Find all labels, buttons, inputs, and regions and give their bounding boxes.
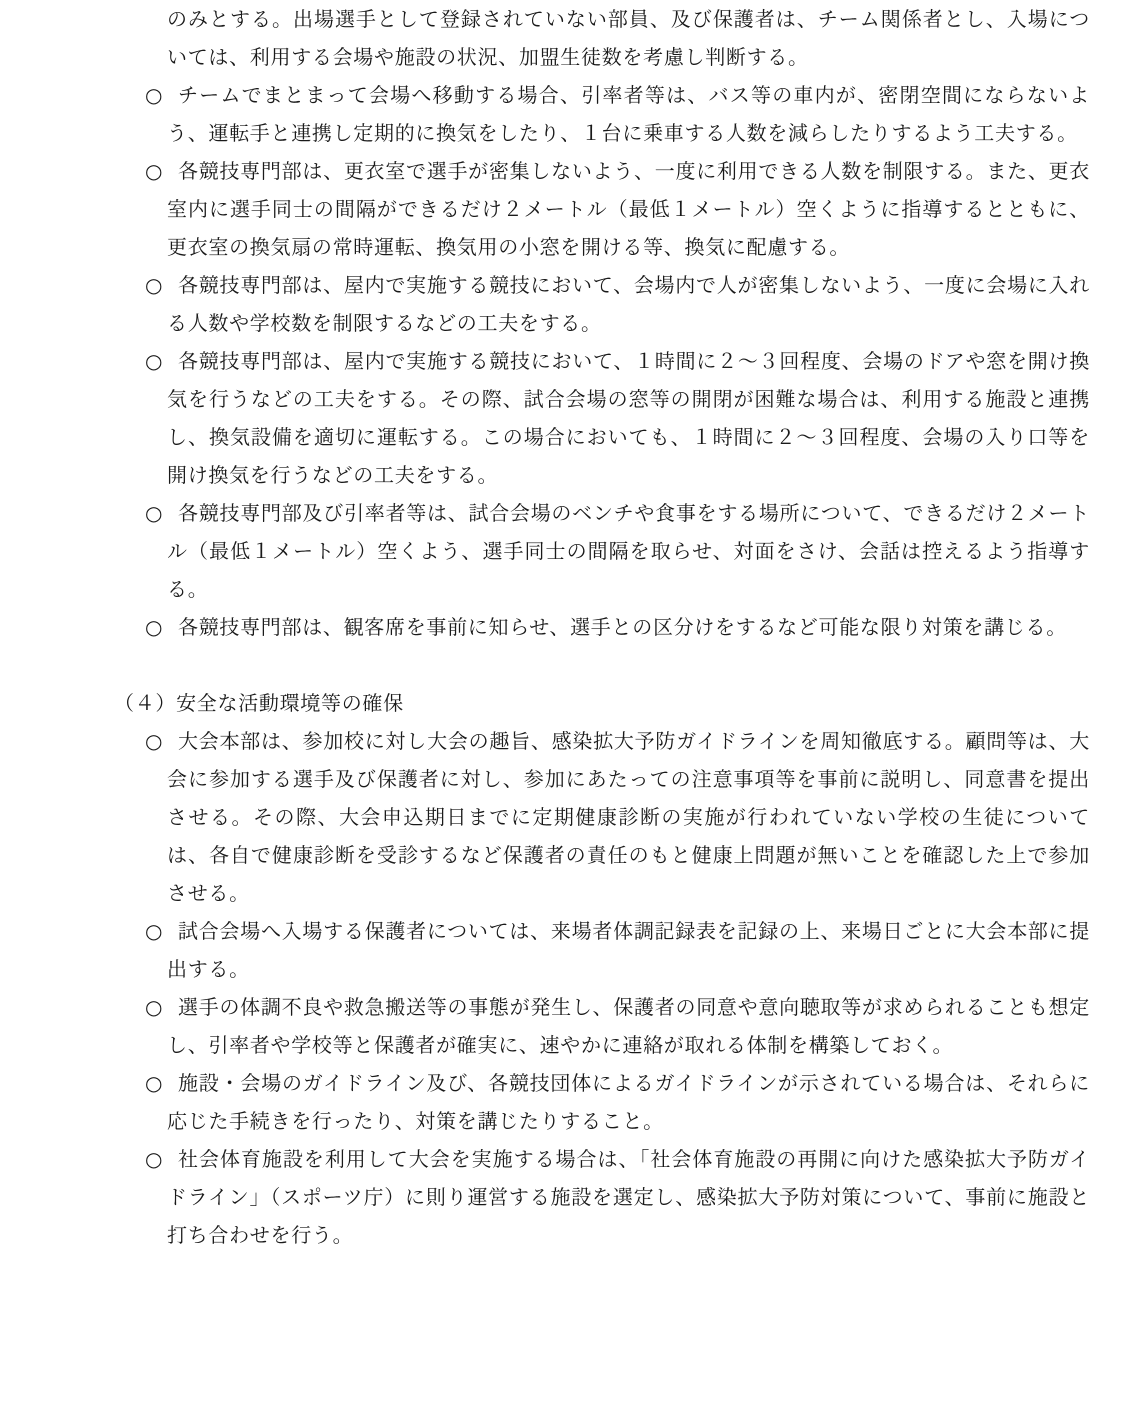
list-item <box>145 722 1090 912</box>
list-item <box>145 76 1090 152</box>
list-item <box>145 266 1090 342</box>
bullet-text: 各競技専門部は、屋内で実施する競技において、会場内で人が密集しないよう、一度に会場に入れる人数や学校数を制限するなどの工夫をする。 <box>167 273 1090 335</box>
list-item <box>145 342 1090 494</box>
bullet-text: 各競技専門部及び引率者等は、試合会場のベンチや食事をする場所について、できるだけ２メートル（最低１メートル）空くよう、選手同士の間隔を取らせ、対面をさけ、会話は控えるよう指導する。 <box>167 501 1090 601</box>
bullet-marker: ○ <box>145 919 163 943</box>
bullet-marker: ○ <box>145 159 163 183</box>
bullet-text: チームでまとまって会場へ移動する場合、引率者等は、バス等の車内が、密閉空間にならないよう、運転手と連携し定期的に換気をしたり、１台に乗車する人数を減らしたりするよう工夫する。 <box>167 83 1090 145</box>
bullet-marker: ○ <box>145 615 163 639</box>
list-item <box>145 988 1090 1064</box>
bullet-text: 選手の体調不良や救急搬送等の事態が発生し、保護者の同意や意向聴取等が求められることも想定し、引率者や学校等と保護者が確実に、速やかに連絡が取れる体制を構築しておく。 <box>167 995 1090 1057</box>
list-item <box>145 912 1090 988</box>
bullet-text: 各競技専門部は、観客席を事前に知らせ、選手との区分けをするなど可能な限り対策を講じる。 <box>178 615 1067 639</box>
bullet-marker: ○ <box>145 729 163 753</box>
bullet-marker: ○ <box>145 349 163 373</box>
bullet-text: 社会体育施設を利用して大会を実施する場合は、「社会体育施設の再開に向けた感染拡大予防ガイドライン」（スポーツ庁）に則り運営する施設を選定し、感染拡大予防対策について、事前に施設と打ち合わせを行う。 <box>167 1147 1090 1247</box>
section-heading-4: （４）安全な活動環境等の確保 <box>114 691 404 715</box>
list-item <box>145 1140 1090 1254</box>
list-item <box>145 1064 1090 1140</box>
bullet-marker: ○ <box>145 501 163 525</box>
list-item <box>145 608 1090 646</box>
bullet-text: 大会本部は、参加校に対し大会の趣旨、感染拡大予防ガイドラインを周知徹底する。顧問等は、大会に参加する選手及び保護者に対し、参加にあたっての注意事項等を事前に説明し、同意書を提出させる。その際、大会申込期日までに定期健康診断の実施が行われていない学校の生徒については、各自で健康診断を受診するなど保護者の責任のもと健康上問題が無いことを確認した上で参加させる。 <box>167 729 1090 905</box>
list-item <box>145 152 1090 266</box>
bullet-marker: ○ <box>145 1147 163 1171</box>
bullet-marker: ○ <box>145 1071 163 1095</box>
bullet-marker: ○ <box>145 83 163 107</box>
bullet-text: 各競技専門部は、屋内で実施する競技において、１時間に２～３回程度、会場のドアや窓を開け換気を行うなどの工夫をする。その際、試合会場の窓等の開閉が困難な場合は、利用する施設と連携し、換気設備を適切に運転する。この場合においても、１時間に２～３回程度、会場の入り口等を開け換気を行うなどの工夫をする。 <box>167 349 1090 487</box>
bullet-marker: ○ <box>145 995 163 1019</box>
bullet-text: 各競技専門部は、更衣室で選手が密集しないよう、一度に利用できる人数を制限する。また、更衣室内に選手同士の間隔ができるだけ２メートル（最低１メートル）空くように指導するとともに、更衣室の換気扇の常時運転、換気用の小窓を開ける等、換気に配慮する。 <box>167 159 1090 259</box>
continuation-paragraph: のみとする。出場選手として登録されていない部員、及び保護者は、チーム関係者とし、入場については、利用する会場や施設の状況、加盟生徒数を考慮し判断する。 <box>167 7 1090 69</box>
bullet-text: 試合会場へ入場する保護者については、来場者体調記録表を記録の上、来場日ごとに大会本部に提出する。 <box>167 919 1090 981</box>
list-item <box>145 494 1090 608</box>
bullet-marker: ○ <box>145 273 163 297</box>
bullet-text: 施設・会場のガイドライン及び、各競技団体によるガイドラインが示されている場合は、それらに応じた手続きを行ったり、対策を講じたりすること。 <box>167 1071 1090 1133</box>
